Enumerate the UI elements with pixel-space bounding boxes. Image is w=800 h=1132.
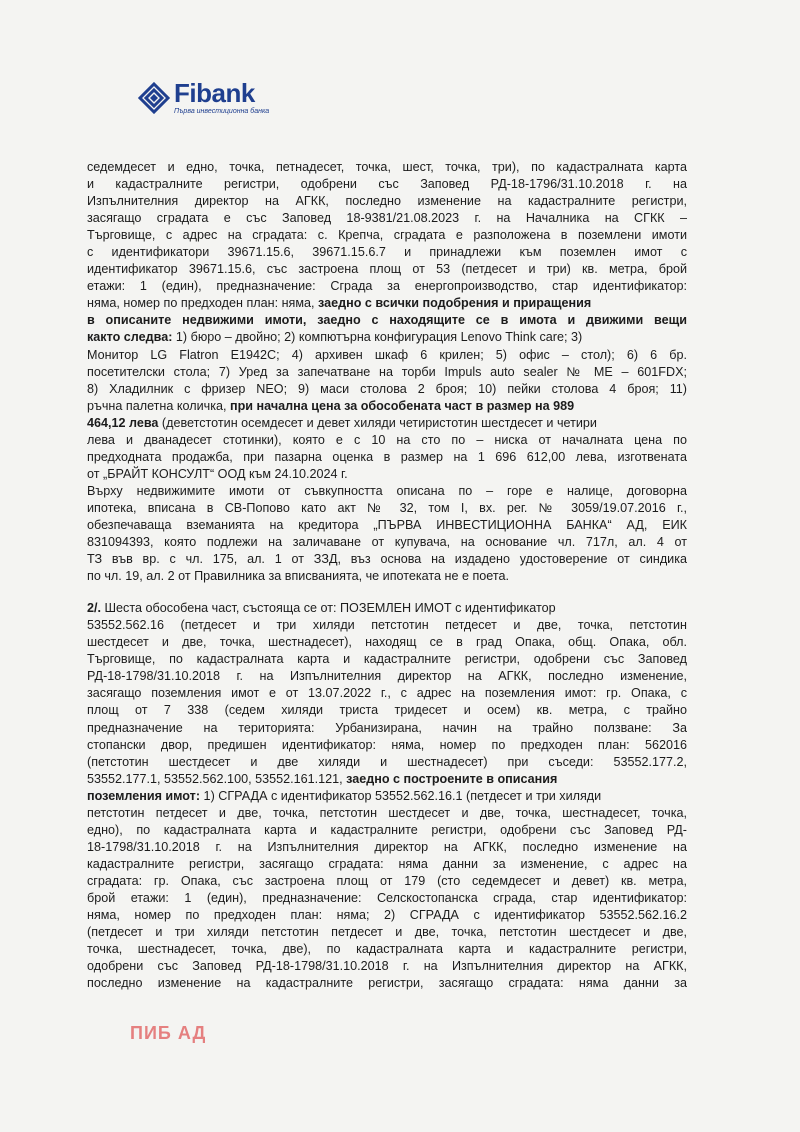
text-line: последно изменение на кадастралните регистри, засягащо сградата: няма данни за bbox=[87, 976, 687, 991]
bold-text: в описаните недвижими имоти, заедно с находящите се в имота и движими вещи bbox=[87, 313, 687, 328]
text-line: ръчна палетна количка, при начална цена за обособената част в размер на 989 bbox=[87, 398, 575, 413]
text-line: от „БРАЙТ КОНСУЛТ“ ООД към 24.10.2024 г. bbox=[87, 466, 348, 481]
bold-text: 464,12 лева bbox=[87, 415, 159, 430]
bold-text: заедно с построените в описания bbox=[346, 771, 558, 786]
text-line: (петдесет и три хиляди петстотин петдесет и две, точка, петстотин шестдесет и две, bbox=[87, 925, 687, 940]
paragraph-mortgage bbox=[87, 483, 687, 585]
document-body bbox=[87, 159, 687, 992]
text-line: ипотека, вписана в СВ-Попово като акт № 32, том I, вх. рег. № 3059/19.07.2016 г., bbox=[87, 500, 687, 515]
text-line: Търговище, с адрес на сградата: с. Крепча, сградата е разположена в поземлени имоти bbox=[87, 228, 687, 243]
fibank-diamond-icon bbox=[138, 82, 170, 114]
bold-text: поземления имот: bbox=[87, 788, 201, 803]
stamp-label: ПИБ АД bbox=[130, 1023, 207, 1043]
text-line: площ от 7 338 (седем хиляди триста тридесет и осем) кв. метра, с трайно bbox=[87, 703, 687, 718]
text-line: одобрени със Заповед РД-18-1798/31.10.2018 г. на Изпълнителния директор на АГКК, bbox=[87, 959, 687, 974]
text-line: 831094393, която подлежи на заличаване от купувача, на основание чл. 717л, ал. 4 от bbox=[87, 535, 687, 550]
text-line: РД-18-1798/31.10.2018 г. на Изпълнителния директор на АГКК, последно изменение, bbox=[87, 669, 687, 684]
paragraph-sixth-lot bbox=[87, 600, 687, 992]
text-line: брой етажи: 1 (един), предназначение: Селскостопанска сграда, стар идентификатор: bbox=[87, 890, 687, 905]
text-line: с идентификатори 39671.15.6, 39671.15.6.7 и принадлежи към поземлен имот с bbox=[87, 245, 687, 260]
text-line: няма, номер по предходен план: няма, заедно с всички подобрения и приращения bbox=[87, 296, 592, 311]
text-line: кадастралните регистри, засягащо сградата: няма данни за изменение, с адрес на bbox=[87, 856, 687, 871]
text-line: Търговище, по кадастралната карта и кадастралните регистри, одобрени със Заповед bbox=[87, 652, 687, 667]
text-line: Изпълнителния директор на АГКК, последно изменение на кадастралните регистри, bbox=[87, 194, 687, 209]
text-line: няма, номер по предходен план: няма; 2) СГРАДА с идентификатор 53552.562.16.2 bbox=[87, 908, 687, 923]
text-line: идентификатор 39671.15.6, със застроена площ от 53 (петдесет и три) кв. метра, брой bbox=[87, 262, 687, 277]
text-line: точка, шестнадесет, точка, две), по кадастралната карта и кадастралните регистри, bbox=[87, 942, 687, 957]
text-line: 2/. Шеста обособена част, състояща се от: ПОЗЕМЛЕН ИМОТ с идентификатор bbox=[87, 601, 556, 616]
fibank-logo bbox=[138, 78, 288, 120]
text-line: ТЗ във вр. с чл. 175, ал. 1 от ЗЗД, въз основа на издадено удостоверение от синдика bbox=[87, 552, 687, 567]
paragraph-continuation bbox=[87, 159, 687, 483]
text-line: поземления имот: 1) СГРАДА с идентификатор 53552.562.16.1 (петдесет и три хиляди bbox=[87, 788, 602, 803]
text-line: сградата: гр. Опака, със застроена площ от 179 (сто седемдесет и девет) кв. метра, bbox=[87, 873, 687, 888]
text-line: петстотин петдесет и две, точка, петстотин шестдесет и две, точка, шестнадесет, точка, bbox=[87, 805, 687, 820]
text-line: засягащо поземления имот е от 13.07.2022 г., с адрес на поземления имот: гр. Опака, с bbox=[87, 686, 687, 701]
text-line bbox=[87, 312, 687, 329]
text-line: посетителски стола; 7) Уред за запечатване на торби Impuls auto sealer № ME – 601FDX; bbox=[87, 364, 687, 379]
text-line: седемдесет и едно, точка, петнадесет, точка, шест, точка, три), по кадастралната карта bbox=[87, 160, 687, 174]
text-line: (петстотин шестдесет и две хиляди и шестнадесет) при съседи: 53552.177.2, bbox=[87, 754, 687, 769]
text-line: както следва: 1) бюро – двойно; 2) компютърна конфигурация Lenovo Think care; 3) bbox=[87, 330, 583, 345]
text-line: предходната продажба, при пазарна оценка в размер на 1 696 612,00 лева, изготвената bbox=[87, 449, 687, 464]
text-line: обезпечаваща вземанията на кредитора „ПЪРВА ИНВЕСТИЦИОННА БАНКА“ АД, ЕИК bbox=[87, 517, 687, 532]
text-line: 464,12 лева (деветстотин осемдесет и девет хиляди четиристотин шестдесет и четири bbox=[87, 415, 597, 430]
text-line: и кадастралните регистри, одобрени със Заповед РД-18-1796/31.10.2018 г. на bbox=[87, 177, 687, 192]
text-line: Върху недвижимите имоти от съвкупността описана по – горе е налице, договорна bbox=[87, 483, 687, 498]
text-line: 53552.562.16 (петдесет и три хиляди петстотин петдесет и две, точка, петстотин bbox=[87, 618, 687, 633]
text-line: лева и дванадесет стотинки), която е с 10 на сто по – ниска от началната цена по bbox=[87, 432, 687, 447]
logo-brand: Fibank bbox=[174, 78, 255, 108]
text-line: етажи: 1 (един), предназначение: Сграда за енергопроизводство, стар идентификатор: bbox=[87, 279, 687, 294]
bold-text: при начална цена за обособената част в размер на 989 bbox=[230, 398, 575, 413]
text-line: 53552.177.1, 53552.562.100, 53552.161.121, заедно с построените в описания bbox=[87, 771, 558, 786]
text-line: стопански двор, предишен идентификатор: няма, номер по предходен план: 562016 bbox=[87, 737, 687, 752]
text-line: 8) Хладилник с фризер NEO; 9) маси столова 2 броя; 10) пейки столова 4 броя; 11) bbox=[87, 381, 687, 396]
bold-text: заедно с всички подобрения и приращения bbox=[318, 296, 592, 311]
logo-tagline: Първа инвестиционна банка bbox=[174, 108, 270, 115]
text-line: засягащо сградата е със Заповед 18-9381/21.08.2023 г. на Началника на СГКК – bbox=[87, 211, 687, 226]
text-line: 18-1798/31.10.2018 г. на Изпълнителния директор на АГКК, последно изменение на bbox=[87, 839, 687, 854]
bold-text: както следва: bbox=[87, 330, 173, 345]
text-line: Монитор LG Flatron E1942C; 4) архивен шкаф 6 крилен; 5) офис – стол); 6) 6 бр. bbox=[87, 347, 687, 362]
text-line: предназначение на територията: Урбанизирана, начин на трайно ползване: За bbox=[87, 720, 687, 735]
text-line: по чл. 19, ал. 2 от Правилника за вписванията, че ипотеката не е поета. bbox=[87, 569, 510, 584]
text-line: шестдесет и две, точка, шестнадесет), находящ се в град Опака, общ. Опака, обл. bbox=[87, 635, 687, 650]
text-line: едно), по кадастралната карта и кадастралните регистри, одобрени със Заповед РД- bbox=[87, 822, 687, 837]
item-number: 2/. bbox=[87, 601, 102, 616]
